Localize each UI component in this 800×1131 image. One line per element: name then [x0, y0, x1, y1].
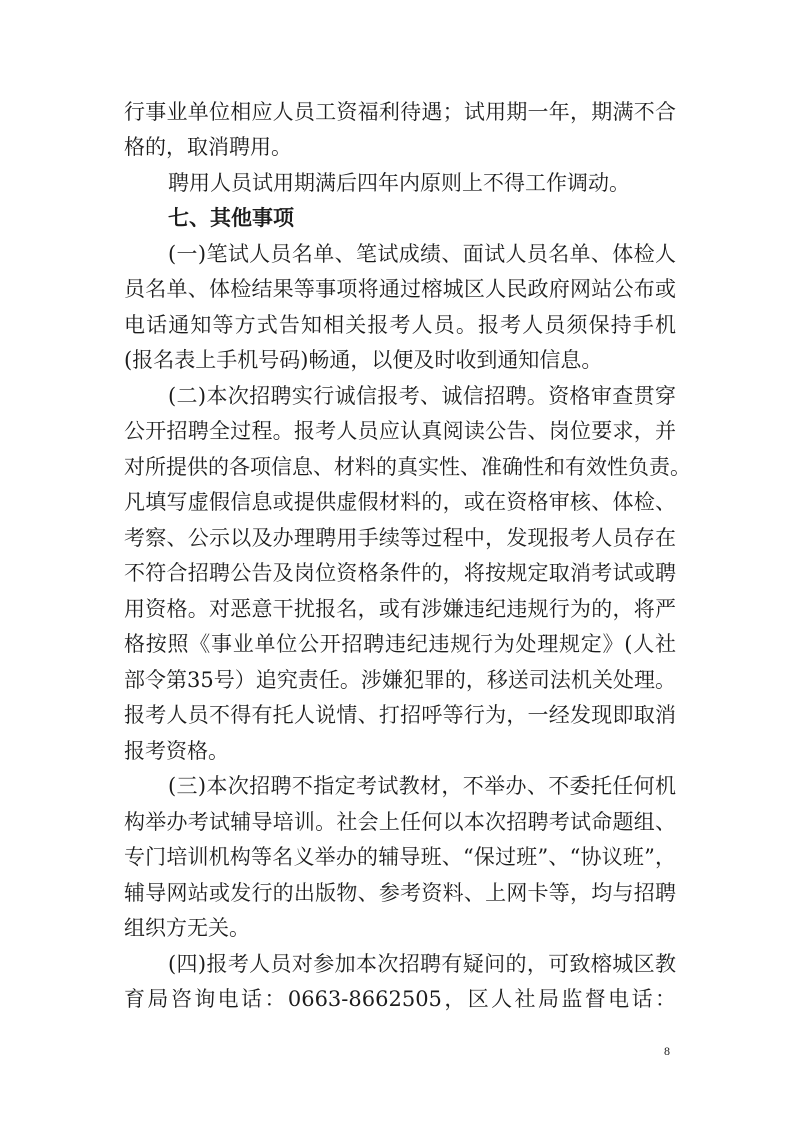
text-line: (四)报考人员对参加本次招聘有疑问的，可致榕城区教 — [168, 952, 676, 976]
text-line: 不符合招聘公告及岗位资格条件的，将按规定取消考试或聘 — [124, 561, 676, 585]
text-line: 对所提供的各项信息、材料的真实性、准确性和有效性负责。 — [124, 455, 691, 479]
text-line: 育局咨询电话：0663-8662505，区人社局监督电话： — [124, 987, 676, 1011]
page-number: 8 — [664, 1044, 670, 1058]
text-line: 组织方无关。 — [124, 916, 250, 940]
text-line: 考察、公示以及办理聘用手续等过程中，发现报考人员存在 — [124, 526, 676, 550]
section-heading: 七、其他事项 — [168, 206, 294, 230]
text-line: 电话通知等方式告知相关报考人员。报考人员须保持手机 — [124, 313, 676, 337]
text-line: (三)本次招聘不指定考试教材，不举办、不委托任何机 — [168, 774, 676, 798]
text-line: 辅导网站或发行的出版物、参考资料、上网卡等，均与招聘 — [124, 881, 676, 905]
text-line: 报考资格。 — [124, 739, 229, 763]
text-line: 聘用人员试用期满后四年内原则上不得工作调动。 — [168, 171, 630, 195]
text-line: 格的，取消聘用。 — [124, 135, 292, 159]
text-line: (二)本次招聘实行诚信报考、诚信招聘。资格审查贯穿 — [168, 384, 676, 408]
text-line: 行事业单位相应人员工资福利待遇；试用期一年，期满不合 — [124, 100, 676, 124]
text-line: 报考人员不得有托人说情、打招呼等行为，一经发现即取消 — [124, 703, 676, 727]
text-line: 构举办考试辅导培训。社会上任何以本次招聘考试命题组、 — [124, 810, 676, 834]
text-line: 用资格。对恶意干扰报名，或有涉嫌违纪违规行为的，将严 — [124, 597, 676, 621]
text-line: (一)笔试人员名单、笔试成绩、面试人员名单、体检人 — [168, 242, 676, 266]
text-line: 格按照《事业单位公开招聘违纪违规行为处理规定》(人社 — [124, 632, 676, 656]
text-line: (报名表上手机号码)畅通，以便及时收到通知信息。 — [124, 348, 603, 372]
text-line: 公开招聘全过程。报考人员应认真阅读公告、岗位要求，并 — [124, 419, 676, 443]
text-line: 凡填写虚假信息或提供虚假材料的，或在资格审核、体检、 — [124, 490, 676, 514]
text-line: 员名单、体检结果等事项将通过榕城区人民政府网站公布或 — [124, 277, 676, 301]
text-line: 专门培训机构等名义举办的辅导班、“保过班”、“协议班”， — [124, 845, 676, 869]
text-line: 部令第35号）追究责任。涉嫌犯罪的，移送司法机关处理。 — [124, 668, 676, 692]
